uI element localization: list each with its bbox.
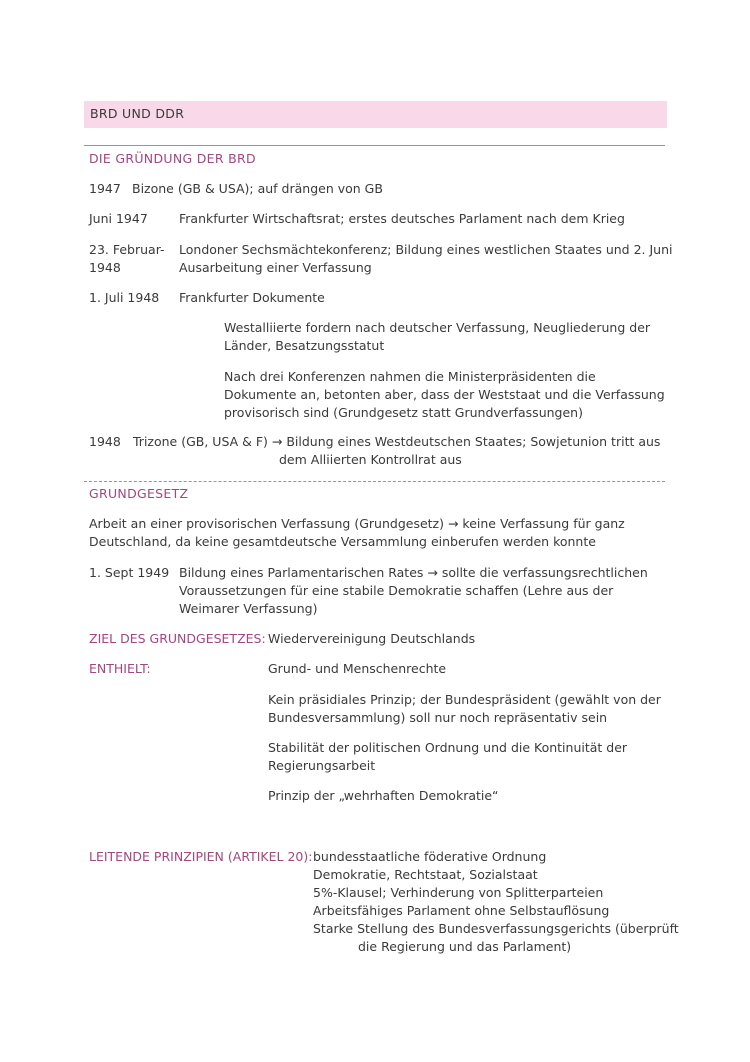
leitende-item-5-cont: die Regierung und das Parlament) bbox=[358, 939, 572, 954]
leitende-item-2: Demokratie, Rechtstaat, Sozialstaat bbox=[313, 867, 538, 882]
ziel-label: ZIEL DES GRUNDGESETZES: bbox=[89, 631, 266, 646]
sept-l1: Bildung eines Parlamentarischen Rates → sollte die verfassungsrechtlichen bbox=[179, 565, 648, 580]
row-text-wirtschaftsrat: Frankfurter Wirtschaftsrat; erstes deutsches Parlament nach dem Krieg bbox=[179, 211, 625, 226]
sub1-l1: Westalliierte fordern nach deutscher Verfassung, Neugliederung der bbox=[224, 320, 651, 335]
sept-l2: Voraussetzungen für eine stabile Demokratie schaffen (Lehre aus der bbox=[179, 583, 614, 598]
intro-l1: Arbeit an einer provisorischen Verfassung (Grundgesetz) → keine Verfassung für ganz bbox=[89, 516, 625, 531]
row-date-1948: 1948 bbox=[89, 434, 121, 449]
enthielt-item-4: Prinzip der „wehrhaften Demokratie“ bbox=[268, 788, 499, 803]
row-text-london-l1: Londoner Sechsmächtekonferenz; Bildung eines westlichen Staates und 2. Juni bbox=[179, 242, 673, 257]
sub2-l1: Nach drei Konferenzen nahmen die Ministerpräsidenten die bbox=[224, 369, 596, 384]
enthielt-item-1: Grund- und Menschenrechte bbox=[268, 661, 447, 676]
ziel-text: Wiedervereinigung Deutschlands bbox=[268, 631, 476, 646]
leitende-label: LEITENDE PRINZIPIEN (ARTIKEL 20): bbox=[89, 849, 313, 864]
row-text-bizone: Bizone (GB & USA); auf drängen von GB bbox=[132, 181, 383, 196]
row-text-frankfurter-dokumente: Frankfurter Dokumente bbox=[179, 290, 325, 305]
section-divider bbox=[84, 481, 665, 482]
leitende-item-1: bundesstaatliche föderative Ordnung bbox=[313, 849, 547, 864]
enthielt-item-3-l2: Regierungsarbeit bbox=[268, 758, 376, 773]
sub2-l3: provisorisch sind (Grundgesetz statt Grundverfassungen) bbox=[224, 405, 583, 420]
sub1-l2: Länder, Besatzungsstatut bbox=[224, 338, 385, 353]
intro-l2: Deutschland, da keine gesamtdeutsche Versammlung einberufen werden konnte bbox=[89, 534, 596, 549]
row-text-london-l2: Ausarbeitung einer Verfassung bbox=[179, 260, 372, 275]
leitende-item-5: Starke Stellung des Bundesverfassungsgerichts (überprüft bbox=[313, 921, 679, 936]
row-date-1947: 1947 bbox=[89, 181, 121, 196]
enthielt-label: ENTHIELT: bbox=[89, 661, 151, 676]
title-divider bbox=[84, 145, 665, 146]
row-date-februar-l2: 1948 bbox=[89, 260, 121, 275]
row-date-juni-1947: Juni 1947 bbox=[89, 211, 148, 226]
enthielt-item-3-l1: Stabilität der politischen Ordnung und die Kontinuität der bbox=[268, 740, 628, 755]
section-heading-gruendung: DIE GRÜNDUNG DER BRD bbox=[89, 151, 256, 166]
enthielt-item-2-l1: Kein präsidiales Prinzip; der Bundespräsident (gewählt von der bbox=[268, 692, 661, 707]
row-date-juli-1948: 1. Juli 1948 bbox=[89, 290, 160, 305]
leitende-item-3: 5%-Klausel; Verhinderung von Splitterparteien bbox=[313, 885, 604, 900]
trizone-l2: dem Alliierten Kontrollrat aus bbox=[279, 452, 462, 467]
sub2-l2: Dokumente an, betonten aber, dass der Weststaat und die Verfassung bbox=[224, 387, 665, 402]
row-date-sept-1949: 1. Sept 1949 bbox=[89, 565, 170, 580]
row-date-februar-l1: 23. Februar- bbox=[89, 242, 165, 257]
leitende-item-4: Arbeitsfähiges Parlament ohne Selbstauflösung bbox=[313, 903, 610, 918]
enthielt-item-2-l2: Bundesversammlung) soll nur noch repräsentativ sein bbox=[268, 710, 608, 725]
trizone-l1: Trizone (GB, USA & F) → Bildung eines Westdeutschen Staates; Sowjetunion tritt aus bbox=[133, 434, 661, 449]
sept-l3: Weimarer Verfassung) bbox=[179, 601, 318, 616]
page-title: BRD UND DDR bbox=[90, 106, 185, 121]
section-heading-grundgesetz: GRUNDGESETZ bbox=[89, 486, 189, 501]
